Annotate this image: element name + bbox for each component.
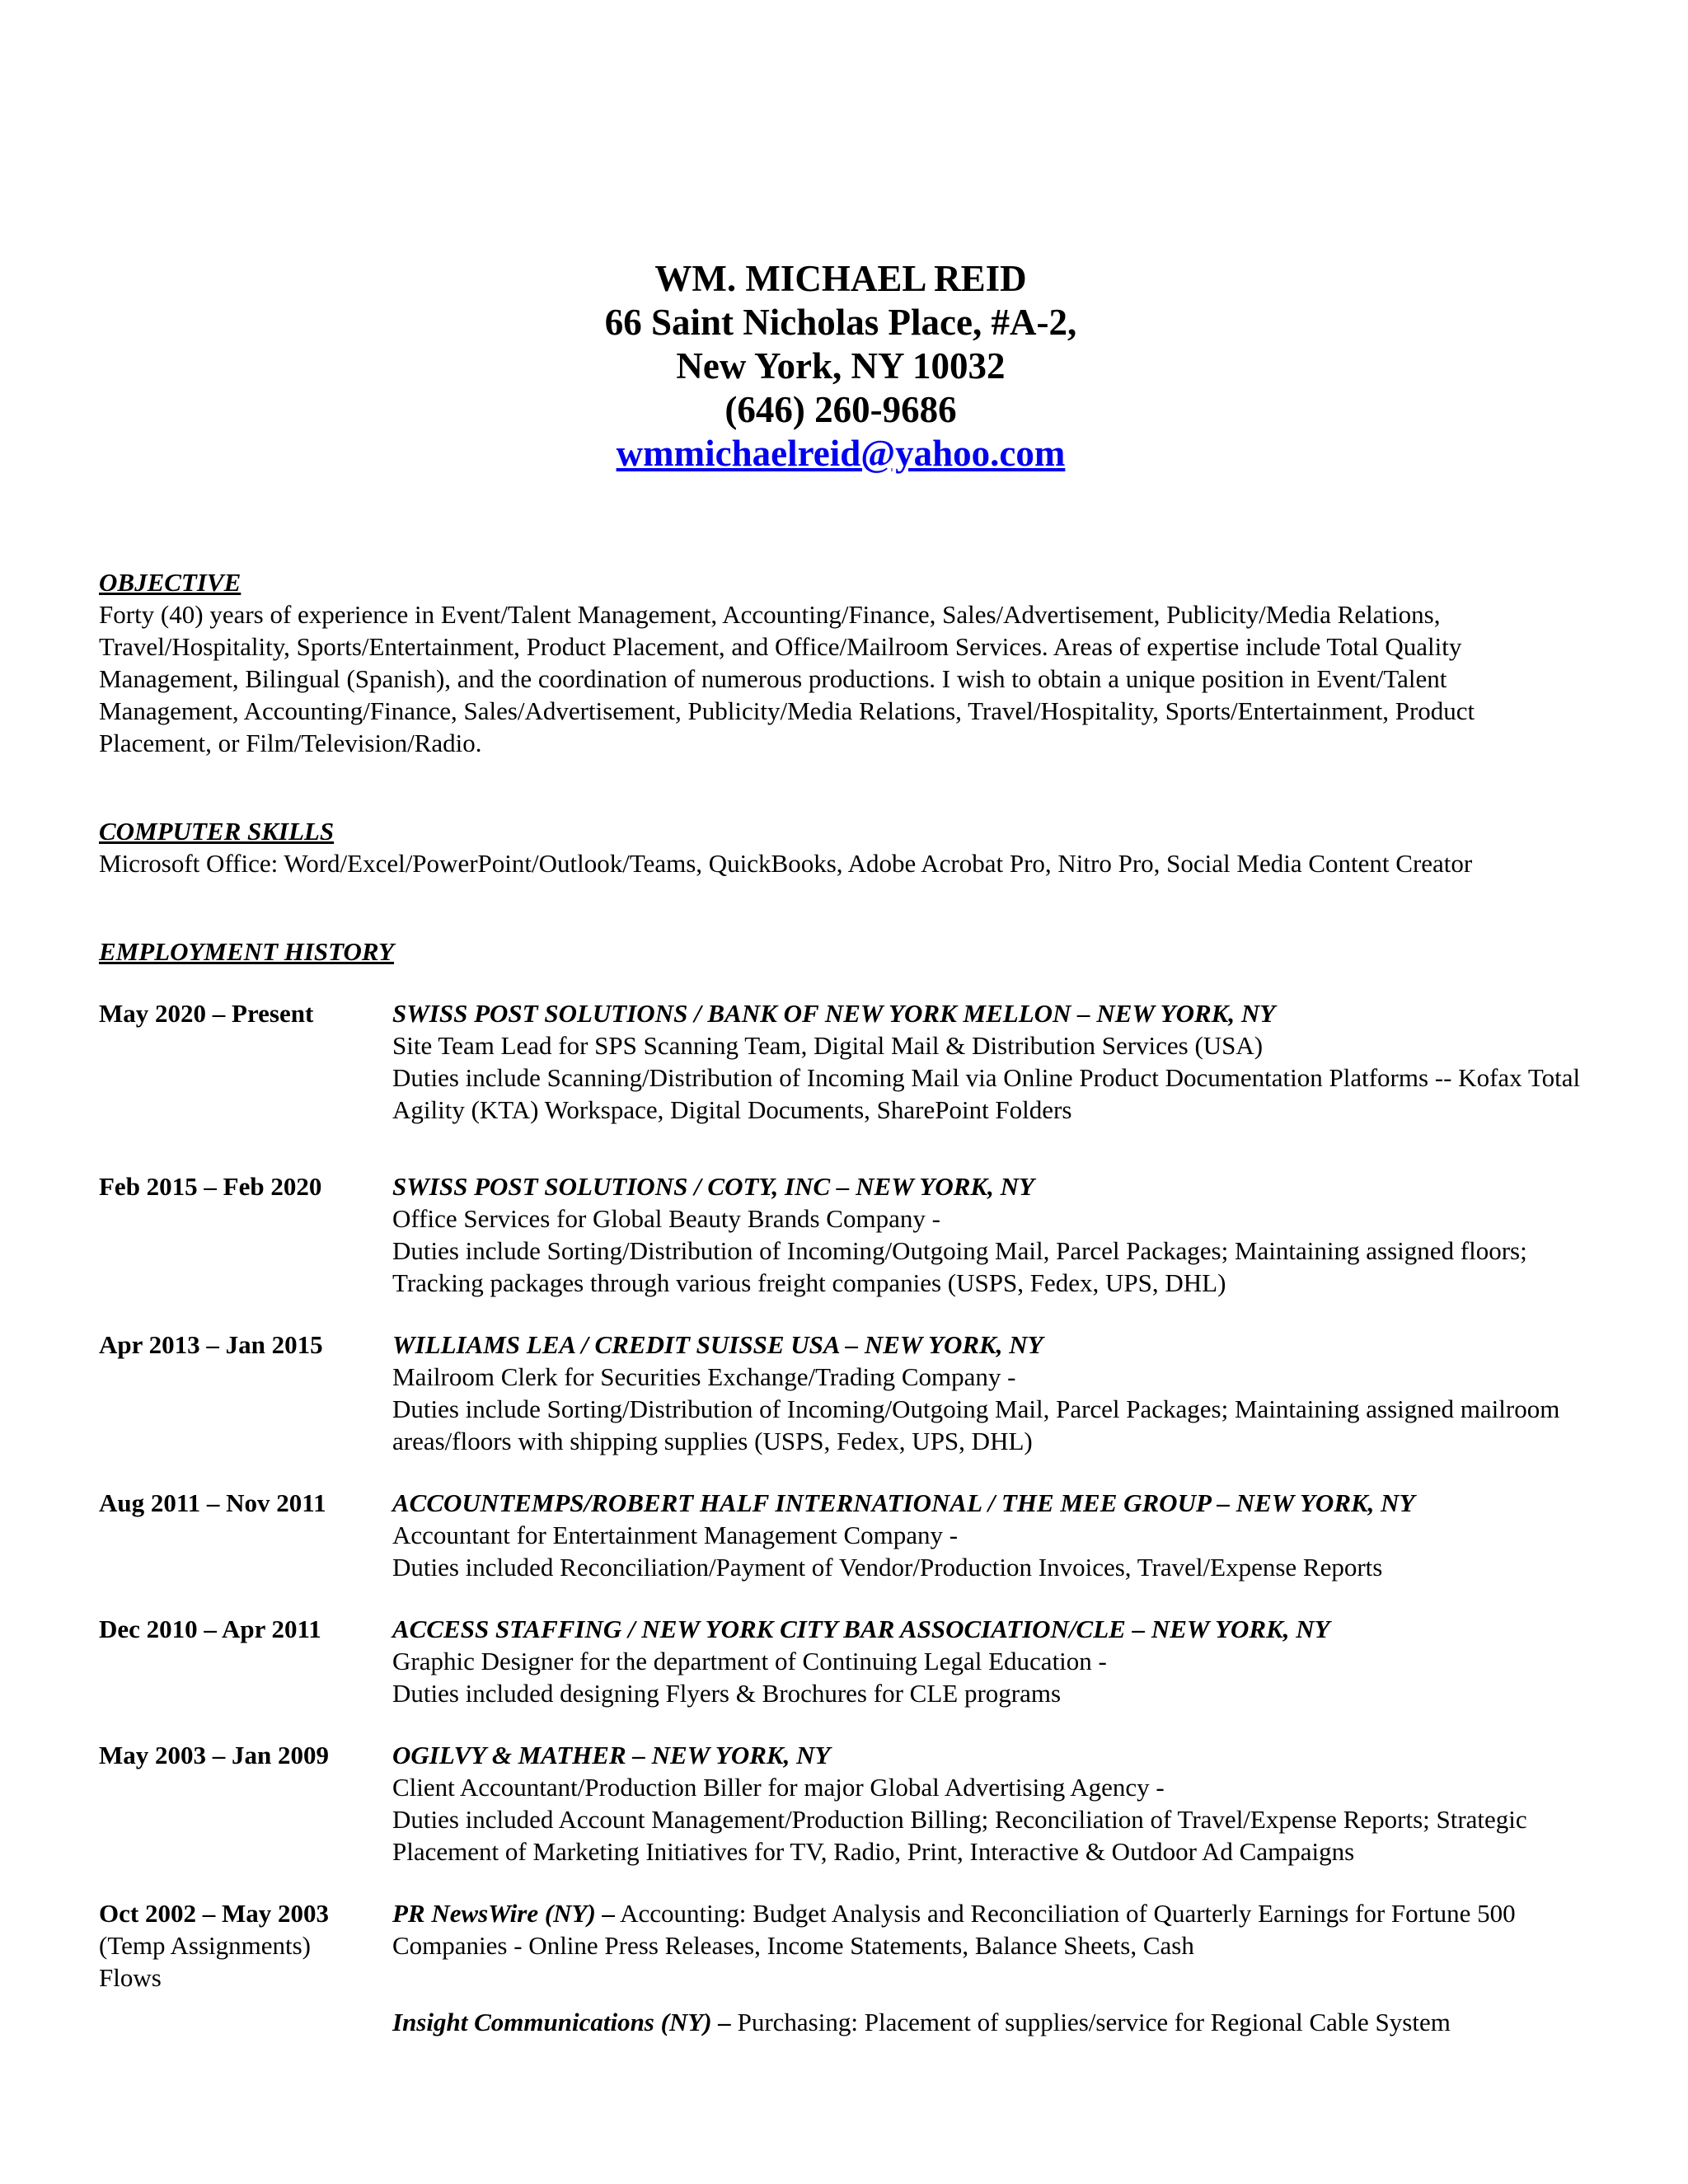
entry-date: May 2020 – Present [99, 999, 314, 1028]
skills-text: Microsoft Office: Word/Excel/PowerPoint/Outlook/Teams, QuickBooks, Adobe Acrobat Pro, Nitro Pro, Social Media Content Creator [99, 849, 1473, 878]
address-line-2: New York, NY 10032 [676, 345, 1006, 387]
entry-company: OGILVY & MATHER – NEW YORK, NY [392, 1741, 831, 1769]
entry-role: Office Services for Global Beauty Brands Company - [392, 1204, 940, 1233]
email-link[interactable]: wmmichaelreid@yahoo.com [616, 433, 1066, 474]
pr-newswire-text: Accounting: Budget Analysis and Reconciliation of Quarterly Earnings for Fortune 500 Companies - Online Press Releases, Income Statements, Balance Sheets, Cash [392, 1899, 1516, 1960]
entry-date: Feb 2015 – Feb 2020 [99, 1172, 322, 1201]
candidate-name: WM. MICHAEL REID [654, 258, 1027, 299]
entry-role: Accountant for Entertainment Management Company - [392, 1521, 959, 1549]
resume-page [99, 257, 1582, 2038]
entry-duties: Duties included Reconciliation/Payment of Vendor/Production Invoices, Travel/Expense Reports [392, 1553, 1383, 1582]
employment-entry [99, 1739, 1582, 1868]
entry-role: Graphic Designer for the department of Continuing Legal Education - [392, 1647, 1107, 1675]
entry-duties: Duties include Sorting/Distribution of Incoming/Outgoing Mail, Parcel Packages; Maintaining assigned floors; Tracking packages through various freight companies (USPS, Fedex, UPS, DHL) [392, 1236, 1527, 1297]
pr-newswire-company: PR NewsWire (NY) – [392, 1899, 616, 1928]
temp-date: Oct 2002 – May 2003 [99, 1899, 329, 1928]
entry-role: Site Team Lead for SPS Scanning Team, Digital Mail & Distribution Services (USA) [392, 1031, 1264, 1060]
entry-company: SWISS POST SOLUTIONS / BANK OF NEW YORK MELLON – NEW YORK, NY [392, 999, 1276, 1028]
objective-section [99, 566, 1582, 759]
phone-number: (646) 260-9686 [724, 389, 957, 430]
employment-section [99, 935, 1582, 2038]
entry-company: ACCOUNTEMPS/ROBERT HALF INTERNATIONAL / THE MEE GROUP – NEW YORK, NY [392, 1488, 1415, 1517]
employment-entry [99, 1170, 1582, 1299]
entry-company: ACCESS STAFFING / NEW YORK CITY BAR ASSOCIATION/CLE – NEW YORK, NY [392, 1615, 1330, 1643]
entry-duties: Duties include Scanning/Distribution of Incoming Mail via Online Product Documentation Platforms -- Kofax Total Agility (KTA) Workspace, Digital Documents, SharePoint Folders [392, 1063, 1581, 1124]
entry-date: May 2003 – Jan 2009 [99, 1741, 329, 1769]
address-line-1: 66 Saint Nicholas Place, #A-2, [604, 302, 1077, 343]
resume-header [99, 257, 1582, 476]
insight-company: Insight Communications (NY) – [392, 2008, 731, 2036]
entry-company: WILLIAMS LEA / CREDIT SUISSE USA – NEW YORK, NY [392, 1330, 1043, 1359]
temp-date-note-2: Flows [99, 1963, 162, 1992]
entry-duties: Duties included Account Management/Production Billing; Reconciliation of Travel/Expense Reports; Strategic Placement of Marketing Initiatives for TV, Radio, Print, Interactive & Outdoor Ad Campaigns [392, 1805, 1527, 1866]
entry-role: Client Accountant/Production Biller for major Global Advertising Agency - [392, 1773, 1165, 1802]
skills-section [99, 815, 1582, 879]
entry-company: SWISS POST SOLUTIONS / COTY, INC – NEW YORK, NY [392, 1172, 1034, 1201]
temp-assignments-entry [99, 1897, 1582, 2038]
entry-date: Apr 2013 – Jan 2015 [99, 1330, 323, 1359]
entry-duties: Duties included designing Flyers & Brochures for CLE programs [392, 1679, 1062, 1708]
employment-entry [99, 1613, 1582, 1709]
temp-date-note: (Temp Assignments) [99, 1931, 312, 1960]
skills-title: COMPUTER SKILLS [99, 817, 335, 846]
employment-title: EMPLOYMENT HISTORY [99, 937, 394, 966]
insight-entry [392, 2006, 1582, 2038]
entry-date: Dec 2010 – Apr 2011 [99, 1615, 321, 1643]
entry-date: Aug 2011 – Nov 2011 [99, 1488, 326, 1517]
insight-text: Purchasing: Placement of supplies/service for Regional Cable System [730, 2008, 1451, 2036]
objective-title: OBJECTIVE [99, 568, 241, 597]
pr-newswire-entry [392, 1897, 1582, 1961]
employment-entry [99, 1329, 1582, 1457]
objective-text: Forty (40) years of experience in Event/Talent Management, Accounting/Finance, Sales/Advertisement, Publicity/Media Relations, Travel/Hospitality, Sports/Entertainment, Product Placement, and Office/Mailroom Services. Areas of expertise include Total Quality Management, Bilingual (Spanish), and the coordination of numerous productions. I wish to obtain a unique position in Event/Talent Management, Accounting/Finance, Sales/Advertisement, Publicity/Media Relations, Travel/Hospitality, Sports/Entertainment, Product Placement, or Film/Television/Radio. [99, 600, 1475, 757]
employment-entry [99, 1487, 1582, 1583]
entry-duties: Duties include Sorting/Distribution of Incoming/Outgoing Mail, Parcel Packages; Maintaining assigned mailroom areas/floors with shipping supplies (USPS, Fedex, UPS, DHL) [392, 1394, 1560, 1455]
employment-entry [99, 997, 1582, 1126]
entry-role: Mailroom Clerk for Securities Exchange/Trading Company - [392, 1362, 1016, 1391]
